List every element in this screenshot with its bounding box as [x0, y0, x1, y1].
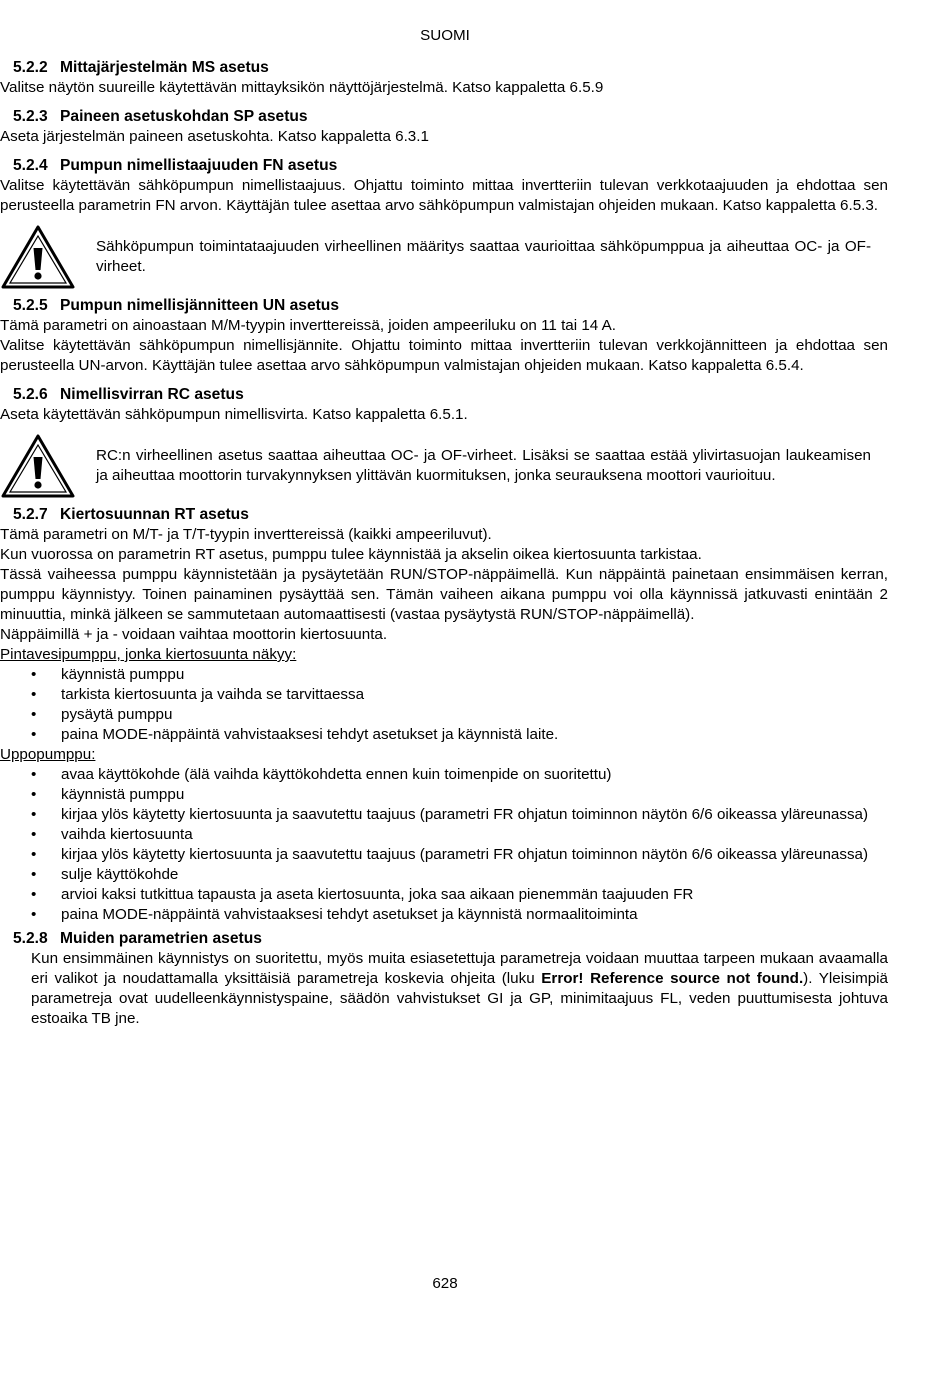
page-header: SUOMI — [420, 27, 470, 44]
list-item: • vaihda kiertosuunta — [0, 825, 888, 845]
section-title: Pumpun nimellistaajuuden FN asetus — [60, 157, 338, 174]
section-title: Kiertosuunnan RT asetus — [60, 506, 249, 523]
section-text: Tässä vaiheessa pumppu käynnistetään ja pysäytetään RUN/STOP-näppäimellä. Kun näppäintä painetaan ensimmäisen kerran, pumppu käynnistyy. Toinen painaminen pysäyttää sen. Tämän vaiheen aikana pumppu voi olla käynnissä jatkuvasti enintään 2 minuuttia, minkä jälkeen se sammutetaan automaattisesti (vastaa pysäytystä RUN/STOP-näppäimellä). — [0, 566, 888, 623]
list-heading-surface-pump: Pintavesipumppu, jonka kiertosuunta näkyy: — [0, 646, 297, 663]
section-number: 5.2.6 — [13, 386, 48, 403]
list-item: • kirjaa ylös käytetty kiertosuunta ja saavutettu taajuus (parametri FR ohjatun toiminnon näytön 6/6 oikeassa yläreunassa) — [0, 845, 888, 865]
text-part: Kun ensimmäinen käynnistys on suoritettu, myös muita esiasetettuja parametreja voidaan muuttaa tarpeen mukaan avaamalla eri valikot ja noudattamalla yksittäisiä parametreja koskevia ohjeita (luku — [31, 950, 888, 987]
list-item: • arvioi kaksi tutkittua tapausta ja aseta kiertosuunta, joka saa aikaan pienemmän taajuuden FR — [0, 885, 888, 905]
section-text: Tämä parametri on ainoastaan M/M-tyypin inverttereissä, joiden ampeeriluku on 11 tai 14 A. — [0, 317, 616, 334]
section-number: 5.2.3 — [13, 108, 48, 125]
document-body — [0, 58, 888, 1029]
warning-icon — [0, 433, 76, 499]
section-heading-5-2-8 — [0, 929, 888, 949]
section-heading-5-2-3 — [0, 107, 888, 127]
warning-block — [0, 224, 888, 290]
list-item: • sulje käyttökohde — [0, 865, 888, 885]
section-title: Paineen asetuskohdan SP asetus — [60, 108, 308, 125]
section-text: Tämä parametri on M/T- ja T/T-tyypin inverttereissä (kaikki ampeeriluvut). — [0, 526, 492, 543]
list-item: • käynnistä pumppu — [0, 665, 888, 685]
section-heading-5-2-2 — [0, 58, 888, 78]
page-number: 628 — [432, 1275, 458, 1292]
reference-error-text: Error! Reference source not found. — [541, 970, 804, 987]
section-title: Nimellisvirran RC asetus — [60, 386, 244, 403]
list-item: • paina MODE-näppäintä vahvistaaksesi tehdyt asetukset ja käynnistä laite. — [0, 725, 888, 745]
list-heading-submersible-pump: Uppopumppu: — [0, 746, 96, 763]
list-item: • tarkista kiertosuunta ja vaihda se tarvittaessa — [0, 685, 888, 705]
text-part: ). Yleisimpiä parametreja ovat uudelleenkäynnistyspaine, säädön vahvistukset GI ja GP, minimitaajuus FL, veden puuttumisesta johtuva estoaika TB jne. — [31, 970, 888, 1027]
section-title: Mittajärjestelmän MS asetus — [60, 59, 269, 76]
list-item: • kirjaa ylös käytetty kiertosuunta ja saavutettu taajuus (parametri FR ohjatun toiminnon näytön 6/6 oikeassa yläreunassa) — [0, 805, 888, 825]
warning-icon — [0, 224, 76, 290]
section-text: Valitse näytön suureille käytettävän mittayksikön näyttöjärjestelmä. Katso kappaletta 6.5.9 — [0, 79, 604, 96]
section-heading-5-2-7 — [0, 505, 888, 525]
section-text: Aseta käytettävän sähköpumpun nimellisvirta. Katso kappaletta 6.5.1. — [0, 406, 468, 423]
section-number: 5.2.2 — [13, 59, 48, 76]
section-number: 5.2.4 — [13, 157, 48, 174]
section-text — [0, 949, 888, 1029]
section-text: Valitse käytettävän sähköpumpun nimellistaajuus. Ohjattu toiminto mittaa invertteriin tulevan verkkotaajuuden ja ehdottaa sen perusteella parametrin FN arvon. Käyttäjän tulee asettaa arvo sähköpumpun valmistajan ohjeiden mukaan. Katso kappaletta 6.5.3. — [0, 177, 888, 214]
list-item: • avaa käyttökohde (älä vaihda käyttökohdetta ennen kuin toimenpide on suoritettu) — [0, 765, 888, 785]
warning-block — [0, 433, 888, 499]
section-number: 5.2.5 — [13, 297, 48, 314]
list-item: • paina MODE-näppäintä vahvistaaksesi tehdyt asetukset ja käynnistä normaalitoiminta — [0, 905, 888, 925]
list-item: • käynnistä pumppu — [0, 785, 888, 805]
section-text: Valitse käytettävän sähköpumpun nimellisjännite. Ohjattu toiminto mittaa invertteriin tulevan verkkojännitteen ja ehdottaa sen perusteella UN-arvon. Käyttäjän tulee asettaa arvo sähköpumpun valmistajan ohjeiden mukaan. Katso kappaletta 6.5.4. — [0, 337, 888, 374]
list-item: • pysäytä pumppu — [0, 705, 888, 725]
section-number: 5.2.7 — [13, 506, 48, 523]
section-heading-5-2-6 — [0, 385, 888, 405]
section-heading-5-2-4 — [0, 156, 888, 176]
warning-text: Sähköpumpun toimintataajuuden virheellinen määritys saattaa vaurioittaa sähköpumppua ja aiheuttaa OC- ja OF-virheet. — [96, 238, 871, 275]
section-number: 5.2.8 — [13, 930, 48, 947]
section-text: Näppäimillä + ja - voidaan vaihtaa moottorin kiertosuunta. — [0, 626, 388, 643]
submersible-pump-steps — [0, 765, 888, 925]
surface-pump-steps — [0, 665, 888, 745]
section-heading-5-2-5 — [0, 296, 888, 316]
section-text: Aseta järjestelmän paineen asetuskohta. Katso kappaletta 6.3.1 — [0, 128, 429, 145]
section-title: Pumpun nimellisjännitteen UN asetus — [60, 297, 340, 314]
section-title: Muiden parametrien asetus — [60, 930, 262, 947]
section-text: Kun vuorossa on parametrin RT asetus, pumppu tulee käynnistää ja akselin oikea kiertosuunta tarkistaa. — [0, 546, 702, 563]
warning-text: RC:n virheellinen asetus saattaa aiheuttaa OC- ja OF-virheet. Lisäksi se saattaa estää ylivirtasuojan laukeamisen ja aiheuttaa moottorin turvakynnyksen ylittävän kuormituksen, jonka seurauksena moottori vaurioituu. — [96, 447, 871, 484]
